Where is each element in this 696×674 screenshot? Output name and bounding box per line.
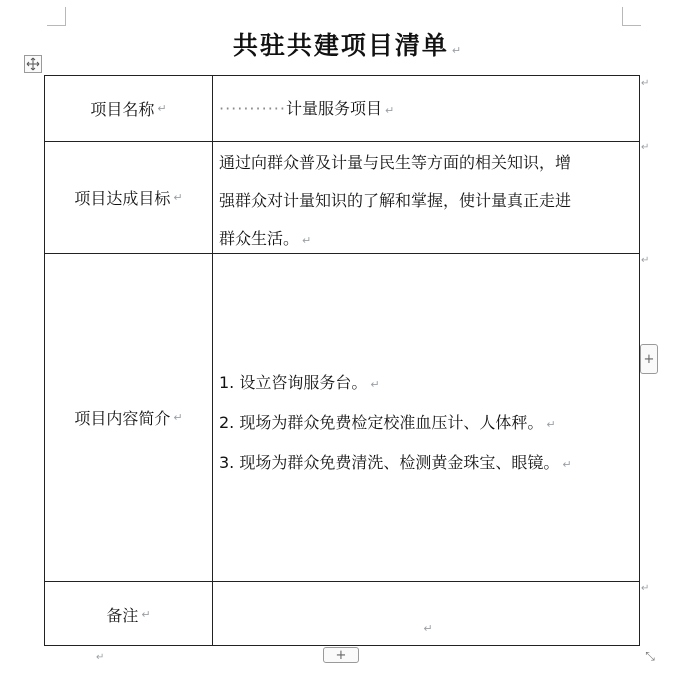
cell-value-line: 群众生活。 bbox=[219, 229, 300, 248]
paragraph-mark-icon: ↵ bbox=[423, 622, 433, 635]
paragraph-mark-icon: ↵ bbox=[451, 44, 464, 57]
list-item: 1. 设立咨询服务台。 bbox=[219, 373, 368, 392]
cell-label-text: 项目达成目标 bbox=[74, 189, 171, 208]
move-arrows-icon bbox=[26, 57, 40, 71]
cell-label-text: 项目名称 bbox=[90, 100, 155, 119]
paragraph-mark-icon: ↵ bbox=[141, 607, 151, 621]
row-end-mark-icon: ↵ bbox=[641, 78, 650, 89]
add-column-button[interactable] bbox=[640, 344, 658, 374]
page-corner-mark-top-right bbox=[622, 7, 641, 26]
table-cell-label[interactable] bbox=[45, 142, 212, 253]
paragraph-mark-icon: ↵ bbox=[157, 102, 167, 115]
table-cell-value[interactable] bbox=[213, 582, 640, 646]
paragraph-mark-icon: ↵ bbox=[173, 411, 183, 424]
paragraph-mark-icon: ↵ bbox=[173, 191, 183, 204]
leading-dots: ··········· bbox=[219, 99, 286, 118]
project-table bbox=[44, 75, 640, 646]
table-cell-value[interactable] bbox=[213, 144, 640, 252]
list-item: 2. 现场为群众免费检定校准血压计、人体秤。 bbox=[219, 413, 544, 432]
cell-value-text: 计量服务项目 bbox=[285, 99, 382, 118]
table-cell-label[interactable] bbox=[45, 76, 212, 141]
paragraph-mark-icon: ↵ bbox=[384, 104, 395, 117]
cell-label-text: 项目内容简介 bbox=[74, 409, 171, 428]
paragraph-mark-icon: ↵ bbox=[562, 458, 572, 471]
table-cell-value[interactable] bbox=[213, 76, 640, 141]
list-item: 3. 现场为群众免费清洗、检测黄金珠宝、眼镜。 bbox=[219, 453, 560, 472]
paragraph-mark-icon: ↵ bbox=[302, 234, 312, 247]
row-end-mark-icon: ↵ bbox=[641, 142, 650, 153]
paragraph-mark-icon: ↵ bbox=[96, 652, 105, 663]
table-cell-value[interactable] bbox=[213, 364, 640, 484]
paragraph-mark-icon: ↵ bbox=[370, 378, 380, 391]
row-end-mark-icon: ↵ bbox=[641, 583, 650, 594]
table-move-handle-icon[interactable] bbox=[24, 55, 42, 73]
plus-icon: + bbox=[643, 351, 655, 367]
paragraph-mark-icon: ↵ bbox=[546, 418, 556, 431]
add-row-button[interactable] bbox=[323, 647, 359, 663]
cell-value-line: 强群众对计量知识的了解和掌握，使计量真正走进 bbox=[219, 191, 572, 210]
page-corner-mark-top-left bbox=[47, 7, 66, 26]
document-title[interactable] bbox=[0, 26, 696, 62]
row-end-mark-icon: ↵ bbox=[641, 255, 650, 266]
table-cell-label[interactable] bbox=[45, 254, 212, 581]
cell-value-line: 通过向群众普及计量与民生等方面的相关知识，增 bbox=[219, 153, 572, 172]
table-cell-label[interactable] bbox=[45, 582, 212, 646]
table-resize-handle-icon[interactable]: ⤡ bbox=[645, 649, 655, 663]
plus-icon: + bbox=[335, 647, 347, 663]
cell-label-text: 备注 bbox=[106, 605, 139, 625]
document-title-text: 共驻共建项目清单 bbox=[232, 31, 449, 60]
